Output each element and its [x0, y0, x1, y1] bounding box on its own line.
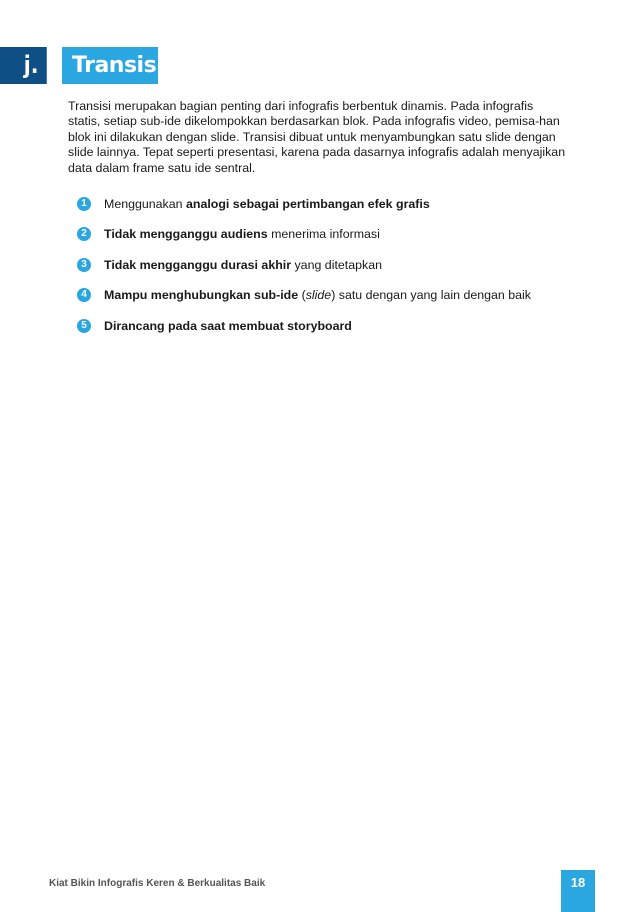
- list-item-text: Menggunakan analogi sebagai pertimbangan efek grafis: [104, 197, 430, 211]
- number-badge: 3: [77, 258, 91, 272]
- section-title: Transisi: [62, 47, 158, 84]
- page-number: 18: [561, 870, 595, 912]
- section-letter: j.: [0, 47, 47, 84]
- list-item-text: Tidak mengganggu audiens menerima informasi: [104, 227, 380, 241]
- number-badge: 2: [77, 227, 91, 241]
- list-item-text: Tidak mengganggu durasi akhir yang ditetapkan: [104, 258, 382, 272]
- list-item-text: Dirancang pada saat membuat storyboard: [104, 319, 352, 333]
- number-badge: 1: [77, 197, 91, 211]
- footer-book-title: Kiat Bikin Infografis Keren & Berkualitas Baik: [49, 878, 266, 889]
- number-badge: 5: [77, 319, 91, 333]
- list-item-text: Mampu menghubungkan sub-ide (slide) satu dengan yang lain dengan baik: [104, 288, 531, 302]
- number-badge: 4: [77, 288, 91, 302]
- intro-paragraph: Transisi merupakan bagian penting dari infografis berbentuk dinamis. Pada infografis statis, setiap sub-ide dikelompokkan berdasarkan blok. Pada infografis video, pemisa-han blok ini dilakukan dengan slide. Transisi dibuat untuk menyambungkan satu slide dengan slide lainnya. Tepat seperti presentasi, karena pada dasarnya infografis adalah menyajikan data dalam frame satu ide sentral.: [68, 99, 566, 175]
